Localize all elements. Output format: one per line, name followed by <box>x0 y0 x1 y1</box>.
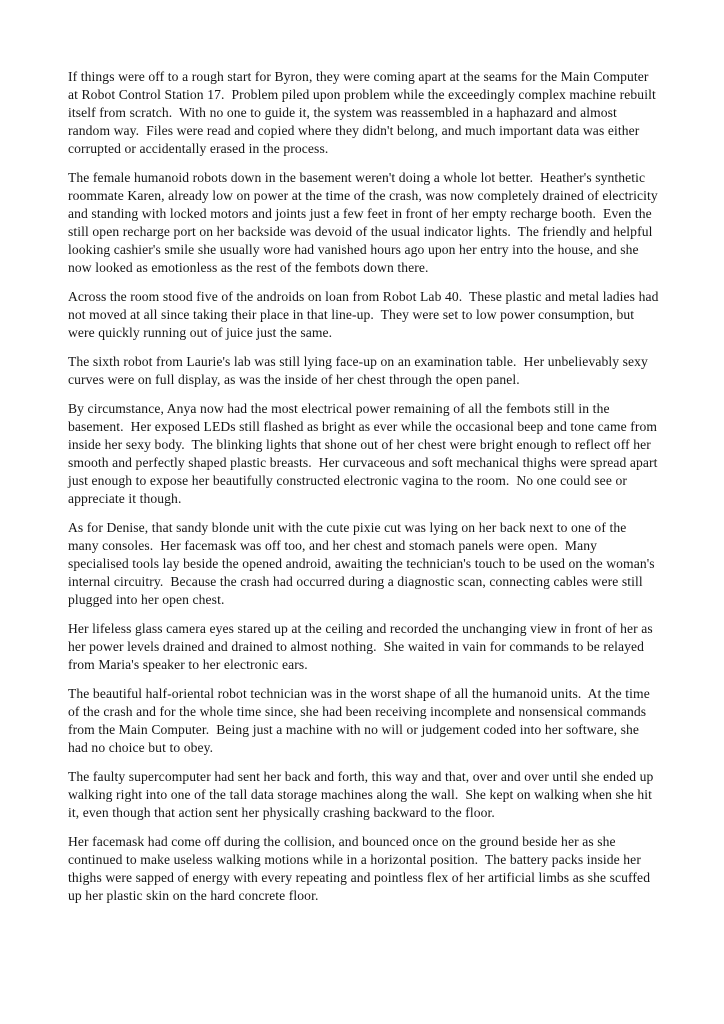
paragraph: If things were off to a rough start for Byron, they were coming apart at the seams for the Main Computer at Robot Control Station 17. Problem piled upon problem while the exceedingly complex machine rebuilt itself from scratch. With no one to guide it, the system was reassembled in a haphazard and almost random way. Files were read and copied where they didn't belong, and much important data was either corrupted or accidentally erased in the process. <box>68 69 660 156</box>
paragraph: As for Denise, that sandy blonde unit with the cute pixie cut was lying on her back next to one of the many consoles. Her facemask was off too, and her chest and stomach panels were open. Many specialised tools lay beside the opened android, awaiting the technician's touch to be used on the woman's internal circuitry. Because the crash had occurred during a diagnostic scan, connecting cables were still plugged into her open chest. <box>68 520 659 607</box>
paragraph: The female humanoid robots down in the basement weren't doing a whole lot better. Heather's synthetic roommate Karen, already low on power at the time of the crash, was now completely drained of electricity and standing with locked motors and joints just a few feet in front of her empty recharge booth. Even the still open recharge port on her backside was devoid of the usual indicator lights. The friendly and helpful looking cashier's smile she usually wore had vanished hours ago upon her entry into the house, and she now looked as emotionless as the rest of the fembots down there. <box>68 170 662 275</box>
paragraph: The sixth robot from Laurie's lab was still lying face-up on an examination table. Her unbelievably sexy curves were on full display, as was the inside of her chest through the open panel. <box>68 354 652 387</box>
paragraph: Her facemask had come off during the collision, and bounced once on the ground beside her as she continued to make useless walking motions while in a horizontal position. The battery packs inside her thighs were sapped of energy with every repeating and pointless flex of her artificial limbs as she scuffed up her plastic skin on the hard concrete floor. <box>68 834 654 903</box>
paragraph: By circumstance, Anya now had the most electrical power remaining of all the fembots still in the basement. Her exposed LEDs still flashed as bright as ever while the occasional beep and tone came from inside her sexy body. The blinking lights that shone out of her chest were bright enough to reflect off her smooth and perfectly shaped plastic breasts. Her curvaceous and soft mechanical thighs were spread apart just enough to expose her beautifully constructed electronic vagina to the room. No one could see or appreciate it though. <box>68 401 662 506</box>
paragraph: The faulty supercomputer had sent her back and forth, this way and that, over and over until she ended up walking right into one of the tall data storage machines along the wall. She kept on walking when she hit it, even though that action sent her physically crashing backward to the floor. <box>68 769 657 820</box>
paragraph: Across the room stood five of the androids on loan from Robot Lab 40. These plastic and metal ladies had not moved at all since taking their place in that line-up. They were set to low power consumption, but were quickly running out of juice just the same. <box>68 289 662 340</box>
story-text-block <box>68 68 662 916</box>
paragraph: Her lifeless glass camera eyes stared up at the ceiling and recorded the unchanging view in front of her as her power levels drained and drained to almost nothing. She waited in vain for commands to be relayed from Maria's speaker to her electronic ears. <box>68 621 657 672</box>
paragraph: The beautiful half-oriental robot technician was in the worst shape of all the humanoid units. At the time of the crash and for the whole time since, she had been receiving incomplete and nonsensical commands from the Main Computer. Being just a machine with no will or judgement coded into her software, she had no choice but to obey. <box>68 686 654 755</box>
